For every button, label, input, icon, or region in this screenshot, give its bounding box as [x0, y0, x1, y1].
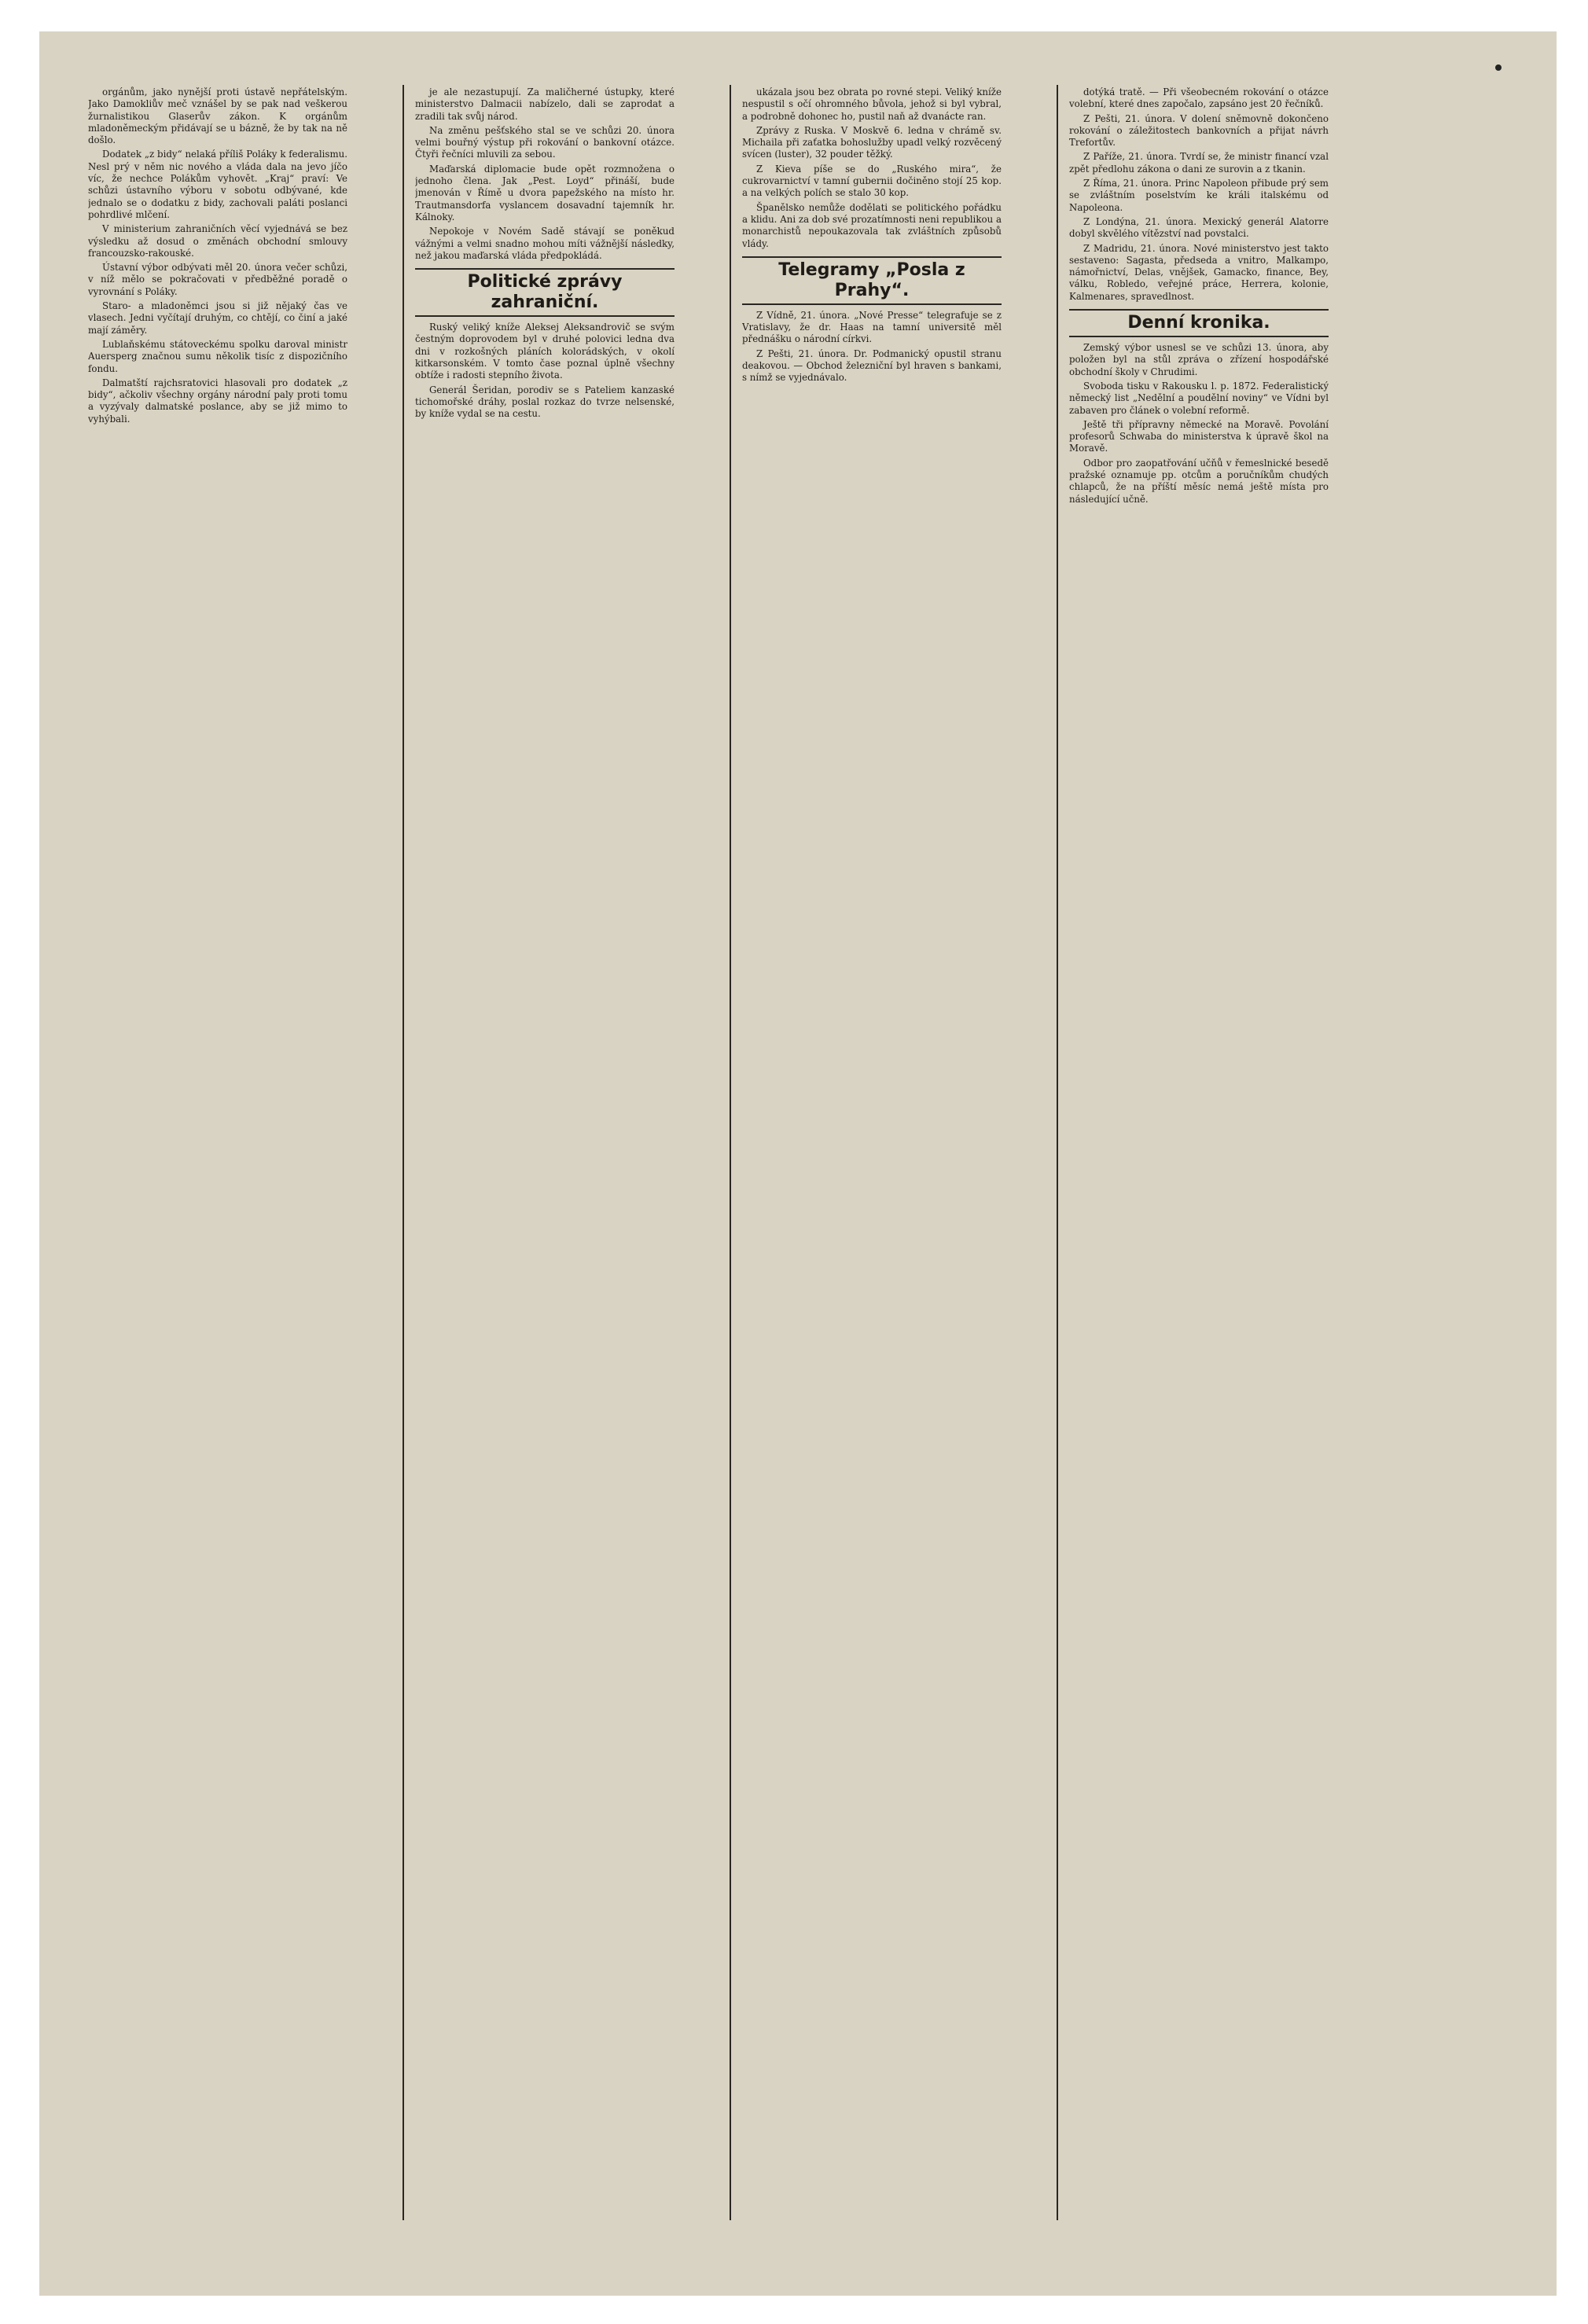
paragraph: orgánům, jako nynější proti ústavě nepřátelským. Jako Damokliův meč vznášel by se pak nad veškerou žurnalistikou Glaserův zákon. K orgánům mladoněmeckým přidávají se u bázně, že by tak na ně došlo. — [88, 86, 347, 146]
paragraph: Ústavní výbor odbývati měl 20. února večer schůzi, v níž mělo se pokračovati v předběžné poradě o vyrovnání s Poláky. — [88, 262, 347, 297]
section-heading-telegramy: Telegramy „Posla z Prahy“. — [742, 256, 1002, 305]
paragraph: Z Pešti, 21. února. V dolení sněmovně dokončeno rokování o záležitostech bankovních a přijat návrh Trefortův. — [1069, 112, 1329, 149]
column-4 — [1069, 86, 1329, 2225]
paragraph: V ministerium zahraničních věcí vyjednává se bez výsledku až dosud o změnách obchodní smlouvy francouzsko-rakouské. — [88, 223, 347, 259]
paragraph: Generál Šeridan, porodiv se s Pateliem kanzaské tichomořské dráhy, poslal rozkaz do tvrze nelsenské, by kníže vydal se na cestu. — [415, 384, 675, 420]
paragraph: Lublaňskému státoveckému spolku daroval ministr Auersperg značnou sumu několik tisíc z dispozičního fondu. — [88, 338, 347, 374]
column-2 — [415, 86, 675, 2225]
paragraph: Maďarská diplomacie bude opět rozmnožena o jednoho člena. Jak „Pest. Loyd“ přináší, bude jmenován v Římě u dvora papežského na místo hr. Trautmansdorfa vyslancem dosavadní tajemník hr. Kálnoky. — [415, 163, 675, 222]
paragraph: Ještě tři přípravny německé na Moravě. Povolání profesorů Schwaba do ministerstva k úpravě škol na Moravě. — [1069, 418, 1329, 454]
column-3 — [742, 86, 1002, 2225]
section-heading-zahranicni: Politické zprávy zahraniční. — [415, 268, 675, 317]
column-rule — [1057, 85, 1058, 2220]
paragraph: dotýká tratě. — Při všeobecném rokování o otázce volební, které dnes započalo, zapsáno jest 20 řečníků. — [1069, 86, 1329, 110]
paragraph: Z Říma, 21. února. Princ Napoleon přibude prý sem se zvláštním poselstvím ke králi italskému od Napoleona. — [1069, 178, 1329, 213]
column-rule — [730, 85, 731, 2220]
paragraph: ukázala jsou bez obrata po rovné stepi. Veliký kníže nespustil s očí ohromného bůvola, jehož si byl vybral, a podrobně dohonec ho, pustil naň až dvanácte ran. — [742, 86, 1002, 122]
paragraph: Z Vídně, 21. února. „Nové Presse“ telegrafuje se z Vratislavy, že dr. Haas na tamní universitě měl přednášku o národní církvi. — [742, 309, 1002, 345]
paragraph: Na změnu pešťského stal se ve schůzi 20. února velmi bouřný výstup při rokování o bankovní otázce. Čtyři řečníci mluvili za sebou. — [415, 124, 675, 160]
paragraph: Staro- a mladoněmci jsou si již nějaký čas ve vlasech. Jedni vyčítají druhým, co chtějí, co činí a jaké mají záměry. — [88, 300, 347, 336]
corner-mark — [1495, 64, 1502, 71]
paragraph: Z Paříže, 21. února. Tvrdí se, že ministr financí vzal zpět předlohu zákona o dani ze surovin a z tkanin. — [1069, 151, 1329, 175]
paragraph: Odbor pro zaopatřování učňů v řemeslnické besedě pražské oznamuje pp. otcům a poručníkům chudých chlapců, že na příští měsíc nemá ještě místa pro následující učně. — [1069, 457, 1329, 505]
paragraph: Z Kieva píše se do „Ruského mira“, že cukrovarnictví v tamní gubernii dočiněno stojí 25 kop. a na velkých polích se stalo 30 kop. — [742, 163, 1002, 199]
paragraph: je ale nezastupují. Za maličherné ústupky, které ministerstvo Dalmacii nabízelo, dali se zaprodat a zradili tak svůj národ. — [415, 86, 675, 122]
paragraph: Dodatek „z bidy“ nelaká příliš Poláky k federalismu. Nesl prý v něm nic nového a vláda dala na jevo jíčo víc, že nechce Polákům vyhovět. „Kraj“ praví: Ve schůzi ústavního výboru v sobotu odbývané, kde jednalo se o dodatku z bidy, zachovali paláti poslanci pohrdlivé mlčení. — [88, 149, 347, 220]
paragraph: Ruský veliký kníže Aleksej Aleksandrovič se svým čestným doprovodem byl v druhé polovici ledna dva dni v rozkošných pláních kolorádských, v okolí kitkarsonském. V tomto čase poznal úplně všechny obtíže i radosti stepního života. — [415, 322, 675, 381]
paragraph: Z Pešti, 21. února. Dr. Podmanický opustil stranu deakovou. — Obchod železniční byl hraven s bankami, s nímž se vyjednávalo. — [742, 347, 1002, 384]
paragraph: Dalmatští rajchsratovici hlasovali pro dodatek „z bidy“, ačkoliv všechny orgány národní paly proti tomu a vyzývaly dalmatské poslance, aby se již mimo to vyhýbali. — [88, 377, 347, 425]
paragraph: Španělsko nemůže dodělati se politického pořádku a klidu. Ani za dob své prozatímnosti neni republikou a monarchistů nepoukazovala tak zvláštních způsobů vlády. — [742, 201, 1002, 249]
column-1 — [88, 86, 347, 2225]
paragraph: Nepokoje v Novém Sadě stávají se poněkud vážnými a velmi snadno mohou míti vážnější následky, než jakou maďarská vláda předpokládá. — [415, 226, 675, 261]
column-rule — [403, 85, 404, 2220]
paragraph: Svoboda tisku v Rakousku l. p. 1872. Federalistický německý list „Nedělní a poudělní noviny“ ve Vídni byl zabaven pro článek o volební reformě. — [1069, 380, 1329, 416]
section-heading-kronika: Denní kronika. — [1069, 309, 1329, 337]
paragraph: Zemský výbor usnesl se ve schůzi 13. února, aby položen byl na stůl zpráva o zřízení hospodářské obchodní školy v Chrudimi. — [1069, 342, 1329, 377]
paragraph: Z Londýna, 21. února. Mexický generál Alatorre dobyl skvělého vítězství nad povstalci. — [1069, 215, 1329, 240]
page-top-margin — [0, 0, 1588, 33]
paragraph: Zprávy z Ruska. V Moskvě 6. ledna v chrámě sv. Michaila při zaťatka bohoslužby upadl velký rozvěcený svícen (luster), 32 pouder těžký. — [742, 124, 1002, 160]
paragraph: Z Madridu, 21. února. Nové ministerstvo jest takto sestaveno: Sagasta, předseda a vnitro, Malkampo, námořnictví, Delas, vnějšek, Gamacko, finance, Bey, válku, Robledo, veřejné práce, Herrera, kolonie, Kalmenares, spravedlnost. — [1069, 242, 1329, 302]
